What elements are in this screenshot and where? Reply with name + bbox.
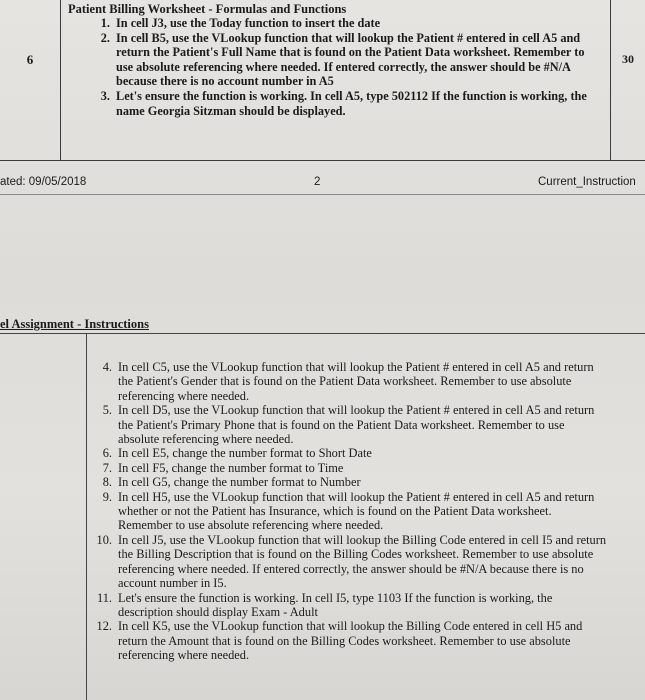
instruction-number: 2. [100,30,110,45]
instruction-number: 11. [96,590,112,605]
top-table [0,0,645,161]
instruction-item [68,31,604,89]
worksheet-heading: Patient Billing Worksheet - Formulas and Functions [68,2,347,16]
instruction-item [88,461,608,475]
instruction-text: In cell G5, change the number format to Number [118,475,361,490]
instruction-text: In cell J3, use the Today function to insert the date [116,16,381,30]
instruction-item [68,89,604,118]
instruction-text: In cell D5, use the VLookup function that will lookup the Patient # entered in cell A5 and return the Patient's Primary Phone that is found on the Patient Data worksheet. Remember to use absolute referencing where needed. [118,403,595,447]
instruction-number: 7. [102,460,112,475]
instruction-number: 3. [100,88,110,103]
points-cell [610,0,645,160]
instruction-item [88,403,608,446]
top-instructions [68,2,604,118]
instruction-text: In cell K5, use the VLookup function that will lookup the Billing Code entered in cell H5 and return the Amount that is found on the Billing Codes worksheet. Remember to use absolute referencing where needed. [118,619,583,663]
instruction-text: In cell F5, change the number format to Time [118,460,344,475]
instruction-item [88,360,608,403]
instruction-number: 1. [100,16,110,30]
points-value: 30 [622,52,634,66]
instruction-text: In cell C5, use the VLookup function that will lookup the Patient # entered in cell A5 and return the Patient's Gender that is found on the Patient Data worksheet. Remember to use absolute referencing where needed. [118,360,594,403]
instruction-text: In cell H5, use the VLookup function that will lookup the Patient # entered in cell A5 and return whether or not the Patient has Insurance, which is found on the Patient Data worksheet. Remember to use absolute referencing where needed. [118,489,595,533]
section-divider [0,333,645,334]
footer-sheet-name: Current_Instruction [538,176,636,188]
instruction-number: 12. [96,619,112,634]
instruction-number: 8. [102,475,112,490]
instruction-text: In cell J5, use the VLookup function that will lookup the Billing Code entered in cell I5 and return the Billing Description that is found on the Billing Codes worksheet. Remember to use absolute referencing where needed. If entered correctly, the answer should be #N/A because there is no account number in I5. [118,532,607,591]
column-divider [86,334,87,700]
instruction-item [88,591,608,620]
instruction-item [88,475,608,489]
instruction-text: In cell B5, use the VLookup function that will lookup the Patient # entered in cell A5 and return the Patient's Full Name that is found on the Patient Data worksheet. Remember to use absolute referencing where needed. If entered correctly, the answer should be #N/A because there is no account number in A5 [116,30,585,89]
row-number: 6 [26,52,34,67]
instruction-item [88,446,608,460]
instruction-number: 6. [102,446,112,461]
instruction-number: 4. [102,360,112,374]
section-title: el Assignment - Instructions [0,317,149,331]
instruction-text: In cell E5, change the number format to Short Date [118,446,372,461]
instruction-text: Let's ensure the function is working. In cell A5, type 502112 If the function is working, the name Georgia Sitzman should be displayed. [116,88,587,118]
instruction-item [88,619,608,662]
instruction-item [68,16,604,31]
instruction-number: 5. [102,403,112,418]
page-footer [0,170,645,195]
row-number-cell [0,0,61,160]
top-instruction-list [68,16,604,118]
bottom-instruction-list [88,360,608,663]
instruction-item [88,533,608,591]
footer-date: ated: 09/05/2018 [0,176,87,188]
instruction-number: 9. [102,489,112,504]
bottom-instructions [88,360,608,663]
instruction-text: Let's ensure the function is working. In cell I5, type 1103 If the function is working, the description should display Exam - Adult [118,590,553,619]
footer-page-number: 2 [314,176,321,188]
instruction-number: 10. [96,532,112,547]
instruction-item [88,490,608,533]
